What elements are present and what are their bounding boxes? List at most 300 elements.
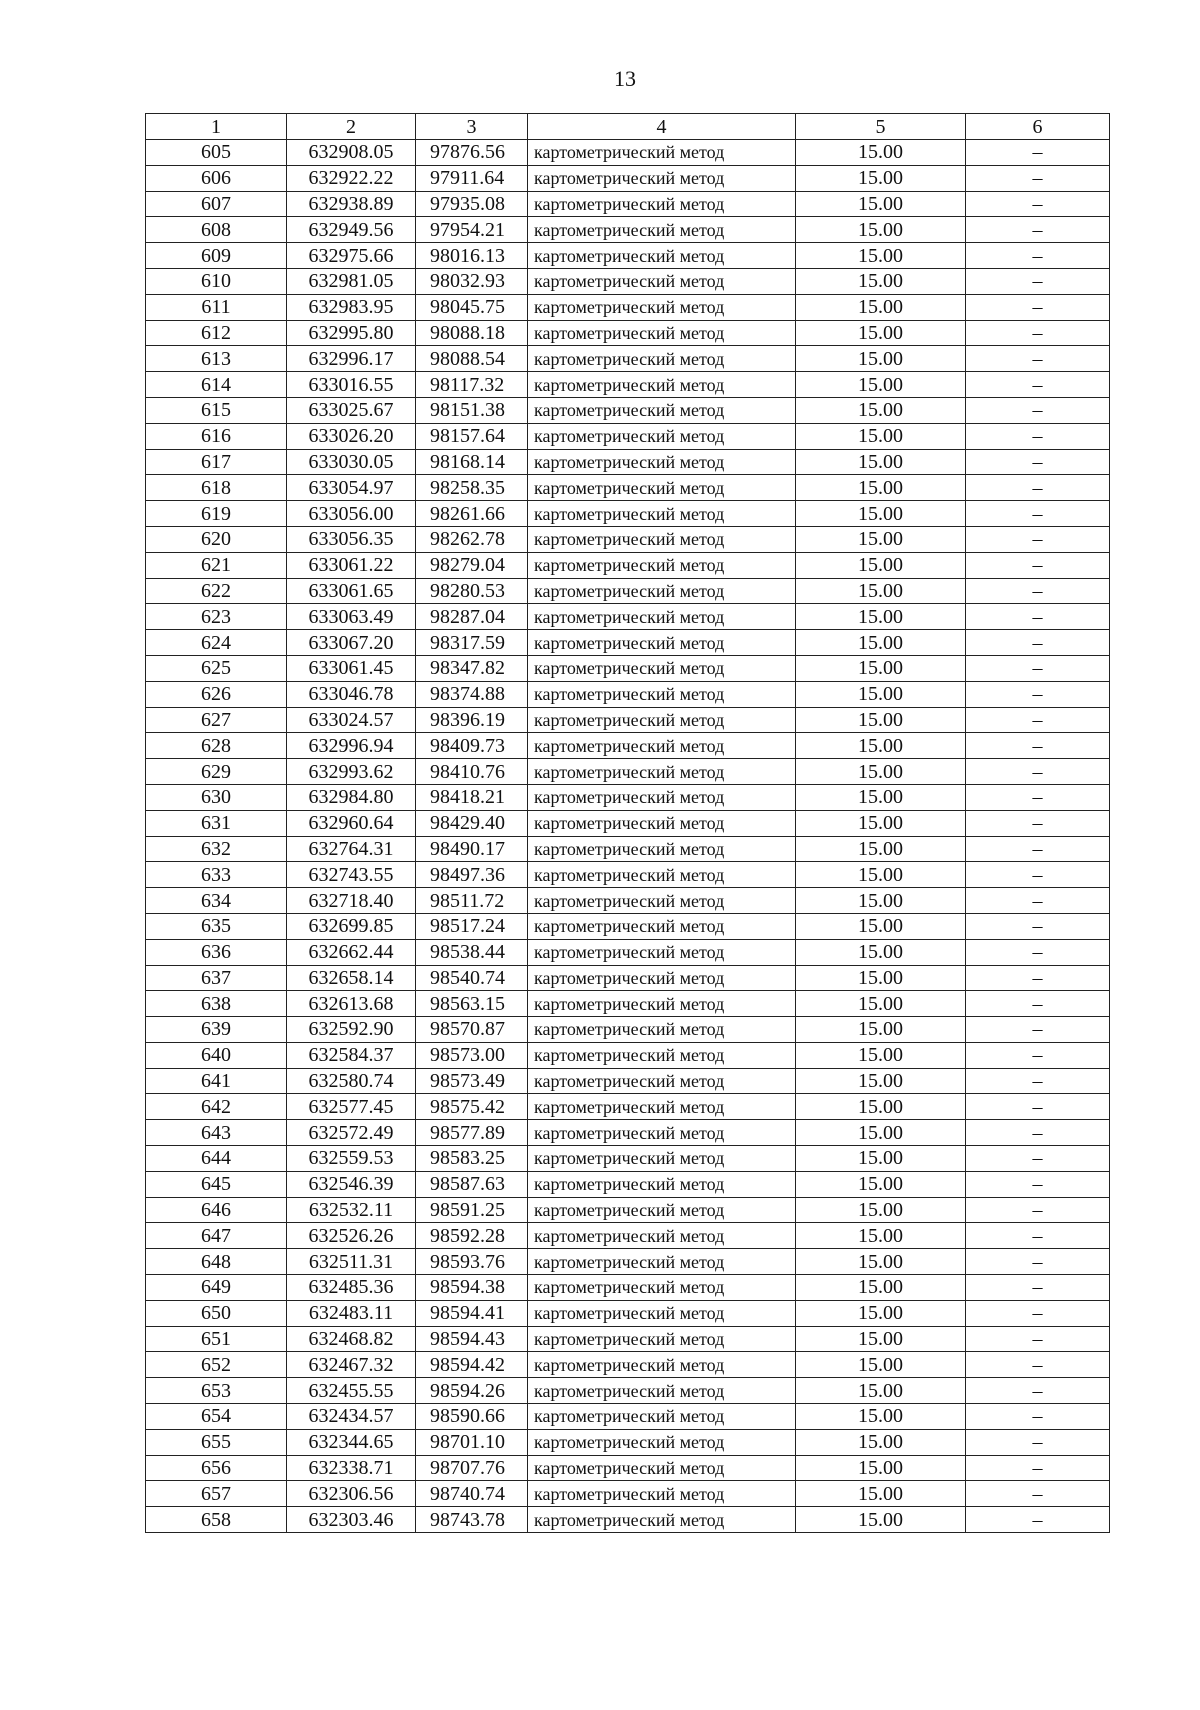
method-cell: картометрический метод <box>528 449 796 475</box>
method-cell: картометрический метод <box>528 1249 796 1275</box>
accuracy-cell: 15.00 <box>796 1042 966 1068</box>
method-cell: картометрический метод <box>528 1094 796 1120</box>
point-number-cell: 621 <box>146 552 287 578</box>
x-coordinate-cell: 633061.65 <box>287 578 416 604</box>
point-number-cell: 624 <box>146 630 287 656</box>
table-row <box>146 1455 1110 1481</box>
table-row <box>146 294 1110 320</box>
accuracy-cell: 15.00 <box>796 759 966 785</box>
table-row <box>146 1120 1110 1146</box>
table-row <box>146 991 1110 1017</box>
accuracy-cell: 15.00 <box>796 1481 966 1507</box>
description-cell: – <box>966 552 1110 578</box>
accuracy-cell: 15.00 <box>796 630 966 656</box>
description-cell: – <box>966 372 1110 398</box>
y-coordinate-cell: 98517.24 <box>416 913 528 939</box>
table-row <box>146 552 1110 578</box>
point-number-cell: 637 <box>146 965 287 991</box>
accuracy-cell: 15.00 <box>796 346 966 372</box>
description-cell: – <box>966 862 1110 888</box>
description-cell: – <box>966 191 1110 217</box>
description-cell: – <box>966 449 1110 475</box>
table-row <box>146 862 1110 888</box>
y-coordinate-cell: 98374.88 <box>416 681 528 707</box>
accuracy-cell: 15.00 <box>796 1171 966 1197</box>
y-coordinate-cell: 98743.78 <box>416 1507 528 1533</box>
y-coordinate-cell: 98347.82 <box>416 655 528 681</box>
point-number-cell: 620 <box>146 526 287 552</box>
accuracy-cell: 15.00 <box>796 140 966 166</box>
accuracy-cell: 15.00 <box>796 913 966 939</box>
table-row <box>146 1352 1110 1378</box>
description-cell: – <box>966 836 1110 862</box>
accuracy-cell: 15.00 <box>796 810 966 836</box>
description-cell: – <box>966 1223 1110 1249</box>
x-coordinate-cell: 632764.31 <box>287 836 416 862</box>
x-coordinate-cell: 633061.22 <box>287 552 416 578</box>
method-cell: картометрический метод <box>528 1171 796 1197</box>
accuracy-cell: 15.00 <box>796 1455 966 1481</box>
point-number-cell: 657 <box>146 1481 287 1507</box>
description-cell: – <box>966 320 1110 346</box>
method-cell: картометрический метод <box>528 733 796 759</box>
method-cell: картометрический метод <box>528 604 796 630</box>
y-coordinate-cell: 98591.25 <box>416 1197 528 1223</box>
x-coordinate-cell: 632718.40 <box>287 888 416 914</box>
table-header-row <box>146 114 1110 140</box>
x-coordinate-cell: 632577.45 <box>287 1094 416 1120</box>
table-row <box>146 578 1110 604</box>
x-coordinate-cell: 632467.32 <box>287 1352 416 1378</box>
accuracy-cell: 15.00 <box>796 552 966 578</box>
description-cell: – <box>966 1429 1110 1455</box>
table-row <box>146 655 1110 681</box>
method-cell: картометрический метод <box>528 397 796 423</box>
accuracy-cell: 15.00 <box>796 1300 966 1326</box>
accuracy-cell: 15.00 <box>796 1378 966 1404</box>
accuracy-cell: 15.00 <box>796 1017 966 1043</box>
point-number-cell: 614 <box>146 372 287 398</box>
point-number-cell: 630 <box>146 784 287 810</box>
method-cell: картометрический метод <box>528 759 796 785</box>
y-coordinate-cell: 98538.44 <box>416 939 528 965</box>
header-cell-6: 6 <box>966 114 1110 140</box>
point-number-cell: 625 <box>146 655 287 681</box>
description-cell: – <box>966 1378 1110 1404</box>
table-row <box>146 217 1110 243</box>
x-coordinate-cell: 632306.56 <box>287 1481 416 1507</box>
page-number: 13 <box>614 66 636 91</box>
y-coordinate-cell: 98577.89 <box>416 1120 528 1146</box>
method-cell: картометрический метод <box>528 939 796 965</box>
method-cell: картометрический метод <box>528 346 796 372</box>
point-number-cell: 622 <box>146 578 287 604</box>
description-cell: – <box>966 1404 1110 1430</box>
table-row <box>146 630 1110 656</box>
x-coordinate-cell: 632584.37 <box>287 1042 416 1068</box>
method-cell: картометрический метод <box>528 1275 796 1301</box>
point-number-cell: 647 <box>146 1223 287 1249</box>
header-cell-3: 3 <box>416 114 528 140</box>
method-cell: картометрический метод <box>528 862 796 888</box>
method-cell: картометрический метод <box>528 268 796 294</box>
method-cell: картометрический метод <box>528 707 796 733</box>
y-coordinate-cell: 98262.78 <box>416 526 528 552</box>
point-number-cell: 638 <box>146 991 287 1017</box>
header-cell-5: 5 <box>796 114 966 140</box>
header-cell-1: 1 <box>146 114 287 140</box>
method-cell: картометрический метод <box>528 165 796 191</box>
point-number-cell: 629 <box>146 759 287 785</box>
x-coordinate-cell: 632572.49 <box>287 1120 416 1146</box>
point-number-cell: 618 <box>146 475 287 501</box>
y-coordinate-cell: 98594.41 <box>416 1300 528 1326</box>
x-coordinate-cell: 632960.64 <box>287 810 416 836</box>
x-coordinate-cell: 632483.11 <box>287 1300 416 1326</box>
accuracy-cell: 15.00 <box>796 243 966 269</box>
method-cell: картометрический метод <box>528 965 796 991</box>
method-cell: картометрический метод <box>528 810 796 836</box>
accuracy-cell: 15.00 <box>796 1094 966 1120</box>
x-coordinate-cell: 632303.46 <box>287 1507 416 1533</box>
y-coordinate-cell: 98594.38 <box>416 1275 528 1301</box>
description-cell: – <box>966 939 1110 965</box>
point-number-cell: 610 <box>146 268 287 294</box>
x-coordinate-cell: 633056.35 <box>287 526 416 552</box>
point-number-cell: 627 <box>146 707 287 733</box>
table-row <box>146 784 1110 810</box>
table-row <box>146 449 1110 475</box>
x-coordinate-cell: 632592.90 <box>287 1017 416 1043</box>
accuracy-cell: 15.00 <box>796 836 966 862</box>
x-coordinate-cell: 632699.85 <box>287 913 416 939</box>
accuracy-cell: 15.00 <box>796 1275 966 1301</box>
accuracy-cell: 15.00 <box>796 1197 966 1223</box>
y-coordinate-cell: 98280.53 <box>416 578 528 604</box>
x-coordinate-cell: 633067.20 <box>287 630 416 656</box>
accuracy-cell: 15.00 <box>796 191 966 217</box>
description-cell: – <box>966 397 1110 423</box>
x-coordinate-cell: 632908.05 <box>287 140 416 166</box>
point-number-cell: 606 <box>146 165 287 191</box>
description-cell: – <box>966 1120 1110 1146</box>
table-row <box>146 836 1110 862</box>
y-coordinate-cell: 98570.87 <box>416 1017 528 1043</box>
x-coordinate-cell: 632995.80 <box>287 320 416 346</box>
point-number-cell: 616 <box>146 423 287 449</box>
description-cell: – <box>966 733 1110 759</box>
accuracy-cell: 15.00 <box>796 939 966 965</box>
description-cell: – <box>966 1455 1110 1481</box>
point-number-cell: 612 <box>146 320 287 346</box>
description-cell: – <box>966 784 1110 810</box>
y-coordinate-cell: 98261.66 <box>416 501 528 527</box>
x-coordinate-cell: 632743.55 <box>287 862 416 888</box>
accuracy-cell: 15.00 <box>796 217 966 243</box>
point-number-cell: 644 <box>146 1146 287 1172</box>
description-cell: – <box>966 1275 1110 1301</box>
method-cell: картометрический метод <box>528 1300 796 1326</box>
description-cell: – <box>966 1146 1110 1172</box>
description-cell: – <box>966 1481 1110 1507</box>
y-coordinate-cell: 98317.59 <box>416 630 528 656</box>
point-number-cell: 636 <box>146 939 287 965</box>
x-coordinate-cell: 632949.56 <box>287 217 416 243</box>
accuracy-cell: 15.00 <box>796 784 966 810</box>
description-cell: – <box>966 759 1110 785</box>
point-number-cell: 645 <box>146 1171 287 1197</box>
method-cell: картометрический метод <box>528 501 796 527</box>
y-coordinate-cell: 98088.54 <box>416 346 528 372</box>
x-coordinate-cell: 632434.57 <box>287 1404 416 1430</box>
point-number-cell: 643 <box>146 1120 287 1146</box>
table-row <box>146 140 1110 166</box>
table-row <box>146 1481 1110 1507</box>
point-number-cell: 639 <box>146 1017 287 1043</box>
y-coordinate-cell: 98707.76 <box>416 1455 528 1481</box>
x-coordinate-cell: 632344.65 <box>287 1429 416 1455</box>
accuracy-cell: 15.00 <box>796 707 966 733</box>
table-row <box>146 268 1110 294</box>
accuracy-cell: 15.00 <box>796 888 966 914</box>
x-coordinate-cell: 633061.45 <box>287 655 416 681</box>
description-cell: – <box>966 655 1110 681</box>
x-coordinate-cell: 632546.39 <box>287 1171 416 1197</box>
y-coordinate-cell: 97911.64 <box>416 165 528 191</box>
method-cell: картометрический метод <box>528 1378 796 1404</box>
x-coordinate-cell: 633025.67 <box>287 397 416 423</box>
table-row <box>146 526 1110 552</box>
y-coordinate-cell: 98573.00 <box>416 1042 528 1068</box>
table-row <box>146 346 1110 372</box>
point-number-cell: 632 <box>146 836 287 862</box>
method-cell: картометрический метод <box>528 1197 796 1223</box>
method-cell: картометрический метод <box>528 1042 796 1068</box>
method-cell: картометрический метод <box>528 294 796 320</box>
accuracy-cell: 15.00 <box>796 681 966 707</box>
table-row <box>146 810 1110 836</box>
accuracy-cell: 15.00 <box>796 268 966 294</box>
x-coordinate-cell: 632996.94 <box>287 733 416 759</box>
table-row <box>146 501 1110 527</box>
x-coordinate-cell: 632658.14 <box>287 965 416 991</box>
description-cell: – <box>966 165 1110 191</box>
accuracy-cell: 15.00 <box>796 1429 966 1455</box>
x-coordinate-cell: 633054.97 <box>287 475 416 501</box>
x-coordinate-cell: 632468.82 <box>287 1326 416 1352</box>
table-row <box>146 372 1110 398</box>
description-cell: – <box>966 578 1110 604</box>
accuracy-cell: 15.00 <box>796 1120 966 1146</box>
y-coordinate-cell: 98590.66 <box>416 1404 528 1430</box>
method-cell: картометрический метод <box>528 552 796 578</box>
table-row <box>146 1197 1110 1223</box>
method-cell: картометрический метод <box>528 526 796 552</box>
table-row <box>146 1094 1110 1120</box>
x-coordinate-cell: 633030.05 <box>287 449 416 475</box>
method-cell: картометрический метод <box>528 1017 796 1043</box>
x-coordinate-cell: 632981.05 <box>287 268 416 294</box>
description-cell: – <box>966 1352 1110 1378</box>
y-coordinate-cell: 98594.26 <box>416 1378 528 1404</box>
accuracy-cell: 15.00 <box>796 965 966 991</box>
table-row <box>146 423 1110 449</box>
accuracy-cell: 15.00 <box>796 1146 966 1172</box>
y-coordinate-cell: 98429.40 <box>416 810 528 836</box>
method-cell: картометрический метод <box>528 243 796 269</box>
point-number-cell: 628 <box>146 733 287 759</box>
table-row <box>146 1404 1110 1430</box>
y-coordinate-cell: 98396.19 <box>416 707 528 733</box>
method-cell: картометрический метод <box>528 1404 796 1430</box>
method-cell: картометрический метод <box>528 1429 796 1455</box>
header-cell-2: 2 <box>287 114 416 140</box>
table-row <box>146 1429 1110 1455</box>
point-number-cell: 633 <box>146 862 287 888</box>
table-row <box>146 939 1110 965</box>
table-row <box>146 243 1110 269</box>
point-number-cell: 656 <box>146 1455 287 1481</box>
y-coordinate-cell: 98593.76 <box>416 1249 528 1275</box>
y-coordinate-cell: 98583.25 <box>416 1146 528 1172</box>
table-row <box>146 1326 1110 1352</box>
x-coordinate-cell: 632455.55 <box>287 1378 416 1404</box>
y-coordinate-cell: 98151.38 <box>416 397 528 423</box>
y-coordinate-cell: 98409.73 <box>416 733 528 759</box>
x-coordinate-cell: 632613.68 <box>287 991 416 1017</box>
point-number-cell: 640 <box>146 1042 287 1068</box>
point-number-cell: 631 <box>146 810 287 836</box>
x-coordinate-cell: 632485.36 <box>287 1275 416 1301</box>
accuracy-cell: 15.00 <box>796 397 966 423</box>
description-cell: – <box>966 681 1110 707</box>
description-cell: – <box>966 1300 1110 1326</box>
table-row <box>146 1223 1110 1249</box>
description-cell: – <box>966 475 1110 501</box>
method-cell: картометрический метод <box>528 1068 796 1094</box>
description-cell: – <box>966 991 1110 1017</box>
table-row <box>146 191 1110 217</box>
point-number-cell: 634 <box>146 888 287 914</box>
table-row <box>146 1300 1110 1326</box>
accuracy-cell: 15.00 <box>796 1249 966 1275</box>
x-coordinate-cell: 633016.55 <box>287 372 416 398</box>
y-coordinate-cell: 98575.42 <box>416 1094 528 1120</box>
y-coordinate-cell: 98045.75 <box>416 294 528 320</box>
table-row <box>146 1507 1110 1533</box>
accuracy-cell: 15.00 <box>796 1507 966 1533</box>
x-coordinate-cell: 632526.26 <box>287 1223 416 1249</box>
y-coordinate-cell: 98592.28 <box>416 1223 528 1249</box>
method-cell: картометрический метод <box>528 217 796 243</box>
x-coordinate-cell: 632338.71 <box>287 1455 416 1481</box>
description-cell: – <box>966 217 1110 243</box>
description-cell: – <box>966 1068 1110 1094</box>
y-coordinate-cell: 98573.49 <box>416 1068 528 1094</box>
x-coordinate-cell: 632662.44 <box>287 939 416 965</box>
y-coordinate-cell: 98168.14 <box>416 449 528 475</box>
description-cell: – <box>966 294 1110 320</box>
table-row <box>146 1249 1110 1275</box>
point-number-cell: 651 <box>146 1326 287 1352</box>
method-cell: картометрический метод <box>528 140 796 166</box>
method-cell: картометрический метод <box>528 681 796 707</box>
table-row <box>146 475 1110 501</box>
method-cell: картометрический метод <box>528 1120 796 1146</box>
y-coordinate-cell: 98287.04 <box>416 604 528 630</box>
y-coordinate-cell: 98594.42 <box>416 1352 528 1378</box>
point-number-cell: 626 <box>146 681 287 707</box>
y-coordinate-cell: 98032.93 <box>416 268 528 294</box>
accuracy-cell: 15.00 <box>796 1352 966 1378</box>
accuracy-cell: 15.00 <box>796 578 966 604</box>
y-coordinate-cell: 98418.21 <box>416 784 528 810</box>
method-cell: картометрический метод <box>528 784 796 810</box>
description-cell: – <box>966 707 1110 733</box>
description-cell: – <box>966 423 1110 449</box>
table-row <box>146 397 1110 423</box>
point-number-cell: 611 <box>146 294 287 320</box>
accuracy-cell: 15.00 <box>796 604 966 630</box>
table-row <box>146 1068 1110 1094</box>
table-row <box>146 1378 1110 1404</box>
y-coordinate-cell: 98117.32 <box>416 372 528 398</box>
accuracy-cell: 15.00 <box>796 862 966 888</box>
method-cell: картометрический метод <box>528 1455 796 1481</box>
table-row <box>146 888 1110 914</box>
method-cell: картометрический метод <box>528 1223 796 1249</box>
accuracy-cell: 15.00 <box>796 294 966 320</box>
description-cell: – <box>966 1171 1110 1197</box>
table-row <box>146 965 1110 991</box>
method-cell: картометрический метод <box>528 630 796 656</box>
method-cell: картометрический метод <box>528 888 796 914</box>
x-coordinate-cell: 632532.11 <box>287 1197 416 1223</box>
x-coordinate-cell: 632983.95 <box>287 294 416 320</box>
accuracy-cell: 15.00 <box>796 655 966 681</box>
table-row <box>146 1017 1110 1043</box>
table-row <box>146 320 1110 346</box>
description-cell: – <box>966 630 1110 656</box>
description-cell: – <box>966 1249 1110 1275</box>
description-cell: – <box>966 526 1110 552</box>
x-coordinate-cell: 633056.00 <box>287 501 416 527</box>
y-coordinate-cell: 98490.17 <box>416 836 528 862</box>
method-cell: картометрический метод <box>528 191 796 217</box>
y-coordinate-cell: 98740.74 <box>416 1481 528 1507</box>
description-cell: – <box>966 965 1110 991</box>
point-number-cell: 654 <box>146 1404 287 1430</box>
y-coordinate-cell: 98157.64 <box>416 423 528 449</box>
table-row <box>146 1275 1110 1301</box>
accuracy-cell: 15.00 <box>796 372 966 398</box>
method-cell: картометрический метод <box>528 1352 796 1378</box>
method-cell: картометрический метод <box>528 1146 796 1172</box>
description-cell: – <box>966 1017 1110 1043</box>
table-body <box>146 114 1110 1533</box>
y-coordinate-cell: 98587.63 <box>416 1171 528 1197</box>
description-cell: – <box>966 1326 1110 1352</box>
y-coordinate-cell: 98258.35 <box>416 475 528 501</box>
y-coordinate-cell: 98594.43 <box>416 1326 528 1352</box>
description-cell: – <box>966 1094 1110 1120</box>
y-coordinate-cell: 98701.10 <box>416 1429 528 1455</box>
accuracy-cell: 15.00 <box>796 423 966 449</box>
accuracy-cell: 15.00 <box>796 501 966 527</box>
x-coordinate-cell: 632975.66 <box>287 243 416 269</box>
method-cell: картометрический метод <box>528 991 796 1017</box>
description-cell: – <box>966 268 1110 294</box>
